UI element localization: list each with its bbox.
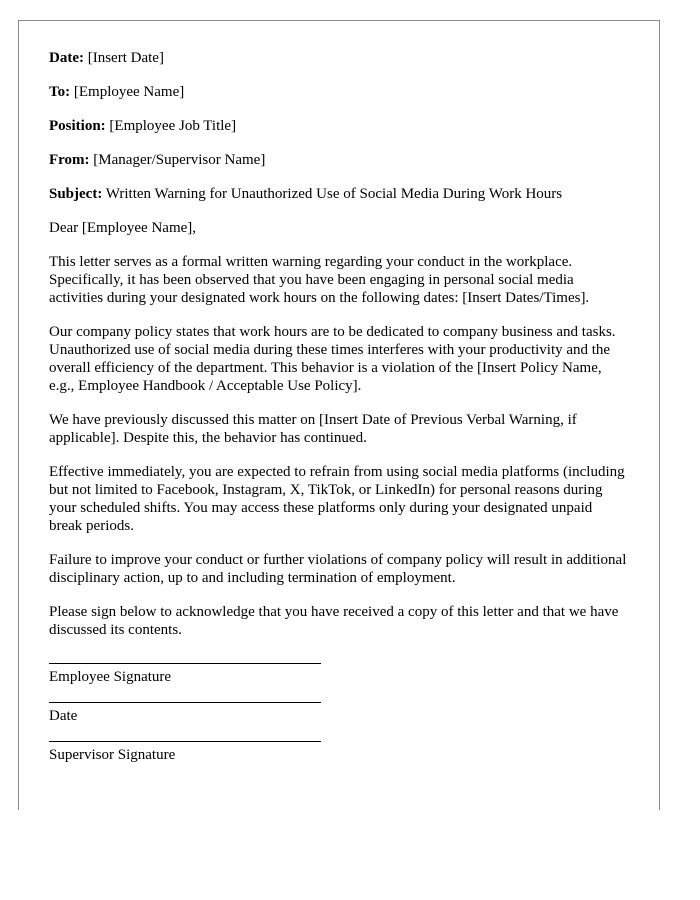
employee-signature-line[interactable] xyxy=(49,663,321,664)
date-value: [Insert Date] xyxy=(83,50,164,66)
paragraph-consequences: Failure to improve your conduct or further violations of company policy will result in additional disciplinary action, up to and including termination of employment. xyxy=(49,552,627,586)
to-value: [Employee Name] xyxy=(70,84,185,100)
salutation: Dear [Employee Name], xyxy=(49,220,197,236)
to-label: To: xyxy=(49,84,71,100)
position-label: Position: xyxy=(49,118,106,134)
date-field xyxy=(49,49,629,67)
supervisor-signature-line[interactable] xyxy=(49,741,321,742)
from-field xyxy=(49,151,629,169)
warning-letter xyxy=(18,20,660,810)
paragraph-policy: Our company policy states that work hours are to be dedicated to company business and tasks. Unauthorized use of social media during these times interferes with your productivity and the overall efficiency of the department. This behavior is a violation of the [Insert Policy Name, e.g., Employee Handbook / Acceptable Use Policy]. xyxy=(49,324,616,394)
subject-value: Written Warning for Unauthorized Use of Social Media During Work Hours xyxy=(102,186,563,202)
paragraph-expectations: Effective immediately, you are expected to refrain from using social media platforms (including but not limited to Facebook, Instagram, X, TikTok, or LinkedIn) for personal reasons during your scheduled shifts. You may access these platforms only during your designated unpaid break periods. xyxy=(49,464,625,534)
paragraph-previous-warning: We have previously discussed this matter on [Insert Date of Previous Verbal Warning, if applicable]. Despite this, the behavior has continued. xyxy=(49,412,577,446)
employee-signature xyxy=(49,663,629,686)
position-value: [Employee Job Title] xyxy=(105,118,237,134)
date-label: Date: xyxy=(49,50,84,66)
date-signature-line[interactable] xyxy=(49,702,321,703)
date-signature-label: Date xyxy=(49,708,78,724)
to-field xyxy=(49,83,629,101)
subject-field xyxy=(49,185,629,203)
supervisor-signature xyxy=(49,741,629,764)
paragraph-acknowledgement: Please sign below to acknowledge that you have received a copy of this letter and that we have discussed its contents. xyxy=(49,604,619,638)
supervisor-signature-label: Supervisor Signature xyxy=(49,747,176,763)
paragraph-observation: This letter serves as a formal written warning regarding your conduct in the workplace. Specifically, it has been observed that you have been engaging in personal social media activities during your designated work hours on the following dates: [Insert Dates/Times]. xyxy=(49,254,590,306)
signature-block xyxy=(49,663,629,764)
employee-signature-label: Employee Signature xyxy=(49,669,172,685)
subject-label: Subject: xyxy=(49,186,103,202)
from-label: From: xyxy=(49,152,90,168)
date-signature xyxy=(49,702,629,725)
position-field xyxy=(49,117,629,135)
from-value: [Manager/Supervisor Name] xyxy=(89,152,266,168)
